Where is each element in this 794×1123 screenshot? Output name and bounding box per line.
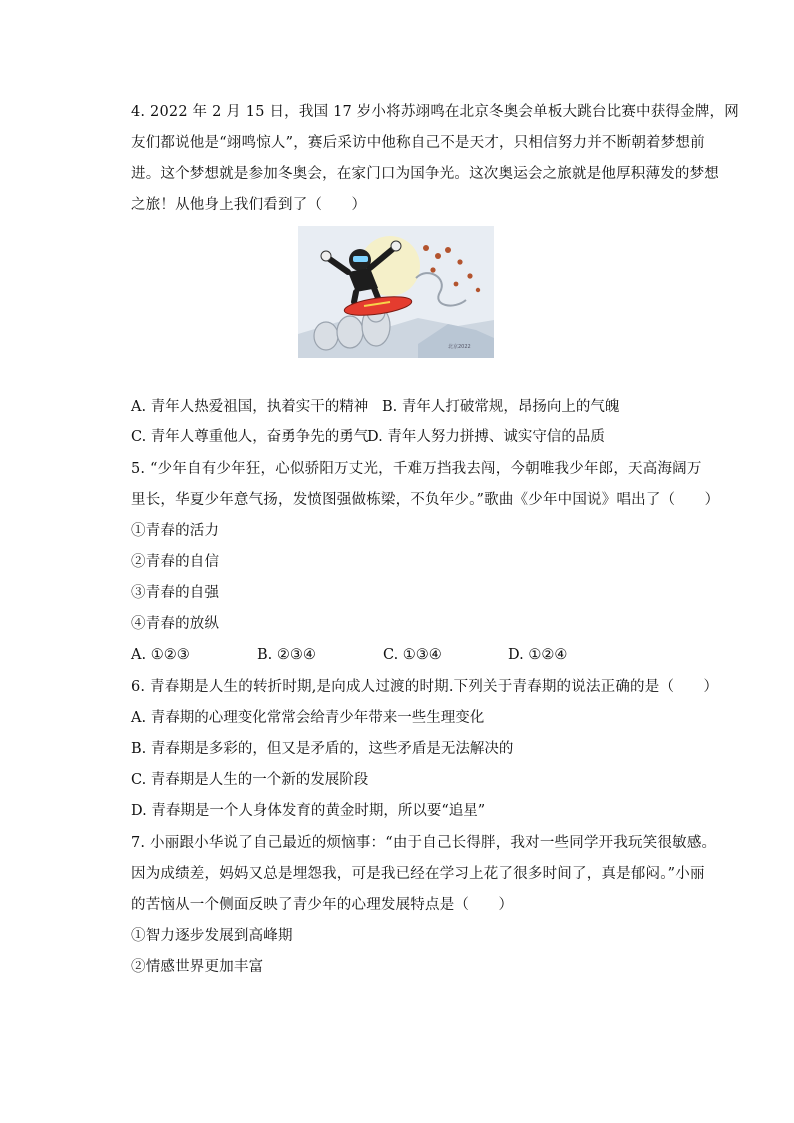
q5-item-2: ②青春的自信: [131, 554, 220, 570]
q5-stem-line-2: 里长，华夏少年意气扬，发愤图强做栋梁，不负年少。”歌曲《少年中国说》唱出了（ ）: [131, 492, 720, 508]
q6-option-b[interactable]: B. 青春期是多彩的，但又是矛盾的，这些矛盾是无法解决的: [131, 741, 514, 757]
q4-option-a[interactable]: A. 青年人热爱祖国，执着实干的精神: [131, 399, 369, 415]
q4-stem-line-2: 友们都说他是“翊鸣惊人”，赛后采访中他称自己不是天才，只相信努力并不断朝着梦想前: [131, 135, 705, 151]
q4-stem-line-3: 进。这个梦想就是参加冬奥会，在家门口为国争光。这次奥运会之旅就是他厚积薄发的梦想: [131, 166, 719, 182]
q5-option-a[interactable]: A. ①②③: [131, 647, 190, 663]
q6-option-d[interactable]: D. 青春期是一个人身体发育的黄金时期，所以要“追星”: [131, 803, 486, 819]
image-caption: 北京2022: [448, 344, 471, 350]
q5-stem-line-1: 5. “少年自有少年狂，心似骄阳万丈光，千难万挡我去闯，今朝唯我少年郎，天高海阔万: [131, 461, 702, 477]
q6-option-c[interactable]: C. 青春期是人生的一个新的发展阶段: [131, 772, 369, 788]
q5-option-d[interactable]: D. ①②④: [508, 647, 568, 663]
q7-stem-line-2: 因为成绩差，妈妈又总是埋怨我，可是我已经在学习上花了很多时间了，真是郁闷。”小丽: [131, 866, 705, 882]
q4-option-c[interactable]: C. 青年人尊重他人，奋勇争先的勇气: [131, 429, 369, 445]
q4-option-d[interactable]: D. 青年人努力拼搏、诚实守信的品质: [367, 429, 605, 445]
q7-stem-line-3: 的苦恼从一个侧面反映了青少年的心理发展特点是（ ）: [131, 897, 514, 913]
q6-option-a[interactable]: A. 青春期的心理变化常常会给青少年带来一些生理变化: [131, 710, 485, 726]
q4-stem-line-1: 4. 2022 年 2 月 15 日，我国 17 岁小将苏翊鸣在北京冬奥会单板大跳台比赛中获得金牌，网: [131, 104, 739, 120]
q5-option-c[interactable]: C. ①③④: [383, 647, 442, 663]
q6-stem: 6. 青春期是人生的转折时期,是向成人过渡的时期.下列关于青春期的说法正确的是（ ）: [131, 679, 719, 695]
q7-stem-line-1: 7. 小丽跟小华说了自己最近的烦恼事：“由于自己长得胖，我对一些同学开我玩笑很敏感。: [131, 835, 717, 851]
q5-option-b[interactable]: B. ②③④: [257, 647, 316, 663]
snowboarder-illustration: [298, 226, 494, 358]
q4-option-b[interactable]: B. 青年人打破常规，昂扬向上的气魄: [382, 399, 620, 415]
q5-item-4: ④青春的放纵: [131, 616, 220, 632]
q5-item-3: ③青春的自强: [131, 585, 220, 601]
q7-item-1: ①智力逐步发展到高峰期: [131, 928, 293, 944]
q5-item-1: ①青春的活力: [131, 523, 220, 539]
q7-item-2: ②情感世界更加丰富: [131, 959, 264, 975]
q4-stem-line-4: 之旅！从他身上我们看到了（ ）: [131, 197, 367, 213]
